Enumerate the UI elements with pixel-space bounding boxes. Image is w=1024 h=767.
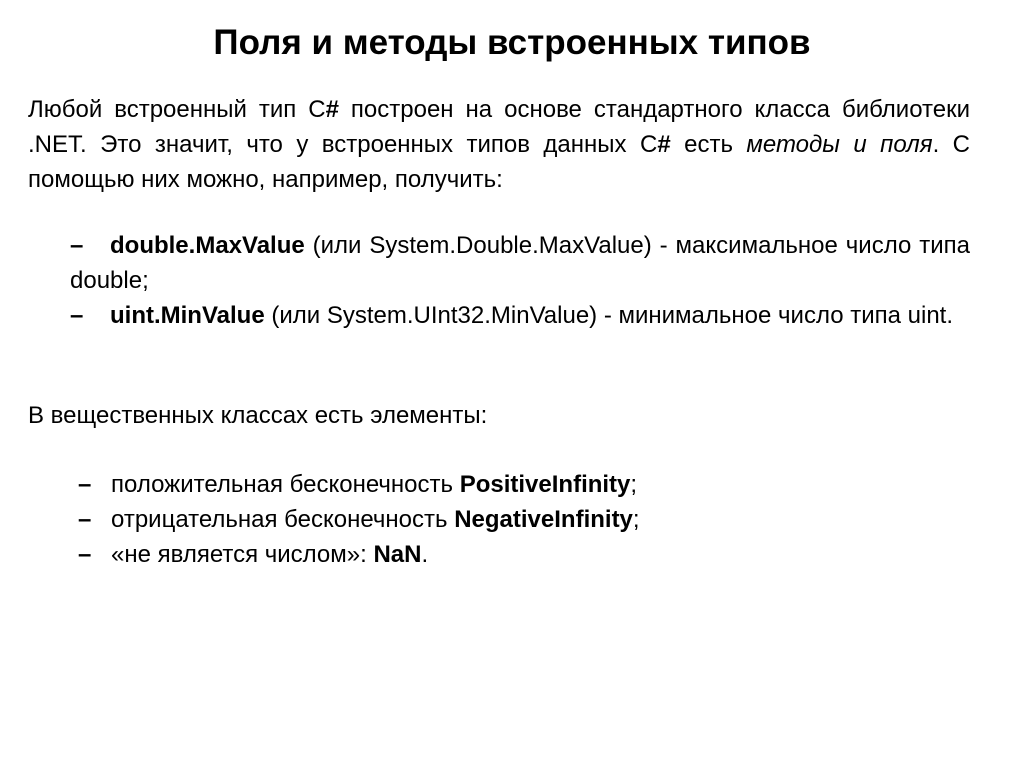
dash-marker: –	[78, 541, 92, 568]
item-label: отрицательная бесконечность	[111, 506, 455, 533]
dash-marker: –	[70, 232, 84, 259]
dash-marker: –	[78, 471, 92, 498]
item-end: .	[421, 541, 429, 568]
dash-marker: –	[78, 506, 92, 533]
field-name: NegativeInfinity	[454, 506, 633, 533]
dash-marker: –	[70, 302, 84, 329]
item-text	[111, 537, 428, 572]
item-end: ;	[632, 506, 640, 533]
field-name: PositiveInfinity	[459, 471, 631, 498]
intro-text-4: . С помощью них можно, например, получить:	[28, 131, 971, 193]
field-name: NaN	[373, 541, 422, 568]
item-end: ;	[630, 471, 638, 498]
intro-text-1: Любой встроенный тип С	[28, 96, 326, 123]
intro-hash-1: #	[325, 96, 339, 123]
intro-text-3: есть	[670, 131, 747, 158]
list-item	[70, 228, 970, 298]
field-description: (или System.Double.MaxValue) - максимальное число типа double;	[70, 232, 970, 294]
slide-title: Поля и методы встроенных типов	[213, 23, 811, 62]
intro-italic: методы и поля	[746, 131, 933, 158]
item-label: положительная бесконечность	[111, 471, 460, 498]
list-item	[78, 467, 978, 502]
item-text	[111, 467, 637, 502]
field-name: uint.MinValue	[110, 302, 265, 329]
intro-hash-2: #	[657, 131, 671, 158]
item-label: «не является числом»:	[111, 541, 374, 568]
float-items-list	[78, 467, 978, 572]
item-text	[111, 502, 640, 537]
list-item	[70, 298, 970, 333]
limits-list	[70, 228, 970, 333]
field-name: double.MaxValue	[110, 232, 305, 259]
list-item	[78, 537, 978, 572]
list-item	[78, 502, 978, 537]
field-description: (или System.UInt32.MinValue) - минимальное число типа uint.	[264, 302, 953, 329]
intro-text-2: построен на основе стандартного класса библиотеки .NET. Это значит, что у встроенных типов данных С	[28, 96, 970, 158]
float-intro: В вещественных классах есть элементы:	[28, 402, 488, 429]
intro-paragraph	[28, 92, 970, 197]
